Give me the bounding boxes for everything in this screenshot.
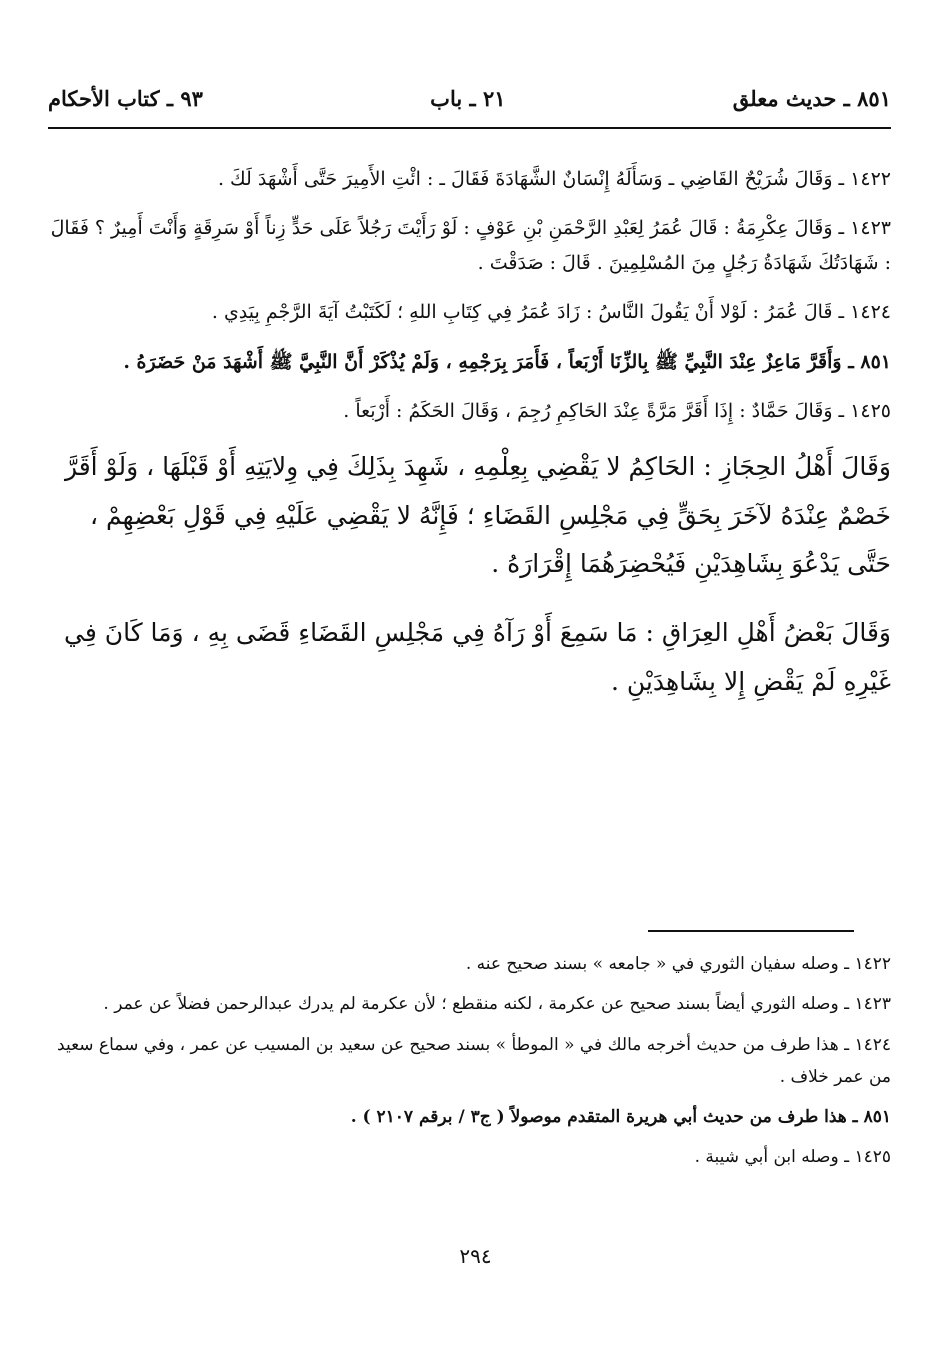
footnote-1423: ١٤٢٣ ـ وصله الثوري أيضاً بسند صحيح عن عكرمة ، لكنه منقطع ؛ لأن عكرمة لم يدرك عبدالرحمن فضلاً عن عمر . bbox=[103, 994, 891, 1015]
footnotes bbox=[48, 948, 891, 1182]
paragraph-iraq: وَقَالَ بَعْضُ أَهْلِ العِرَاقِ : مَا سَمِعَ أَوْ رَآهُ فِي مَجْلِسِ القَضَاءِ قَضَى بِهِ ، وَمَا كَانَ فِي غَيْرِهِ لَمْ يَقْضِ إِلا بِشَاهِدَيْنِ . bbox=[63, 618, 891, 696]
hadith-851: ٨٥١ ـ وَأَقَرَّ مَاعِزٌ عِنْدَ النَّبِيِّ ﷺ بِالزِّنَا أَرْبَعاً ، فَأَمَرَ بِرَجْمِهِ ، وَلَمْ يُذْكَرْ أَنَّ النَّبِيَّ ﷺ أَشْهَدَ مَنْ حَضَرَهُ . bbox=[123, 350, 891, 373]
footnote-1425: ١٤٢٥ ـ وصله ابن أبي شيبة . bbox=[694, 1147, 891, 1168]
main-text bbox=[48, 162, 891, 707]
athar-1425: ١٤٢٥ ـ وَقَالَ حَمَّادٌ : إِذَا أَقَرَّ مَرَّةً عِنْدَ الحَاكِمِ رُجِمَ ، وَقَالَ الحَكَمُ : أَرْبَعاً . bbox=[343, 399, 891, 422]
athar-1423: ١٤٢٣ ـ وَقَالَ عِكْرِمَةُ : قَالَ عُمَرُ لِعَبْدِ الرَّحْمَنِ بْنِ عَوْفٍ : لَوْ رَأَيْتَ رَجُلاً عَلَى حَدٍّ زِناً أَوْ سَرِقَةٍ وَأَنْتَ أَمِيرٌ ؟ فَقَالَ : شَهَادَتُكَ شَهَادَةُ رَجُلٍ مِنَ المُسْلِمِينَ . قَالَ : صَدَقْتَ . bbox=[50, 217, 891, 275]
athar-1424: ١٤٢٤ ـ قَالَ عُمَرُ : لَوْلا أَنْ يَقُولَ النَّاسُ : زَادَ عُمَرُ فِي كِتَابِ اللهِ ؛ لَكَتَبْتُ آيَةَ الرَّجْمِ بِيَدِي . bbox=[211, 301, 891, 324]
footnote-851: ٨٥١ ـ هذا طرف من حديث أبي هريرة المتقدم موصولاً ( ج٣ / برقم ٢١٠٧ ) . bbox=[350, 1107, 891, 1128]
header-divider bbox=[48, 127, 891, 129]
header-book-title: ٩٣ ـ كتاب الأحكام bbox=[48, 85, 203, 111]
paragraph-hijaz: وَقَالَ أَهْلُ الحِجَازِ : الحَاكِمُ لا يَقْضِي بِعِلْمِهِ ، شَهِدَ بِذَلِكَ فِي وِلايَتِهِ أَوْ قَبْلَهَا ، وَلَوْ أَقَرَّ خَصْمٌ عِنْدَهُ لآخَرَ بِحَقٍّ فِي مَجْلِسِ القَضَاءِ ؛ فَإِنَّهُ لا يَقْضِي عَلَيْهِ فِي قَوْلِ بَعْضِهِمْ ، حَتَّى يَدْعُوَ بِشَاهِدَيْنِ فَيُحْضِرَهُمَا إِقْرَارَهُ . bbox=[64, 451, 891, 579]
footnote-divider bbox=[648, 930, 854, 932]
athar-1422: ١٤٢٢ ـ وَقَالَ شُرَيْحٌ القَاضِي ـ وَسَأَلَهُ إِنْسَانٌ الشَّهَادَةَ فَقَالَ ـ : ائْتِ الأَمِيرَ حَتَّى أَشْهَدَ لَكَ . bbox=[217, 168, 891, 190]
footnote-1424: ١٤٢٤ ـ هذا طرف من حديث أخرجه مالك في « الموطأ » بسند صحيح عن سعيد بن المسيب عن عمر ، وفي سماع سعيد من عمر خلاف . bbox=[57, 1034, 891, 1087]
page-number: ٢٩٤ bbox=[459, 1244, 492, 1268]
footnote-1422: ١٤٢٢ ـ وصله سفيان الثوري في « جامعه » بسند صحيح عنه . bbox=[465, 954, 891, 974]
header-chapter: ٢١ ـ باب bbox=[430, 85, 506, 111]
running-header bbox=[48, 78, 891, 118]
header-hadith-ref: ٨٥١ ـ حديث معلق bbox=[732, 85, 891, 111]
